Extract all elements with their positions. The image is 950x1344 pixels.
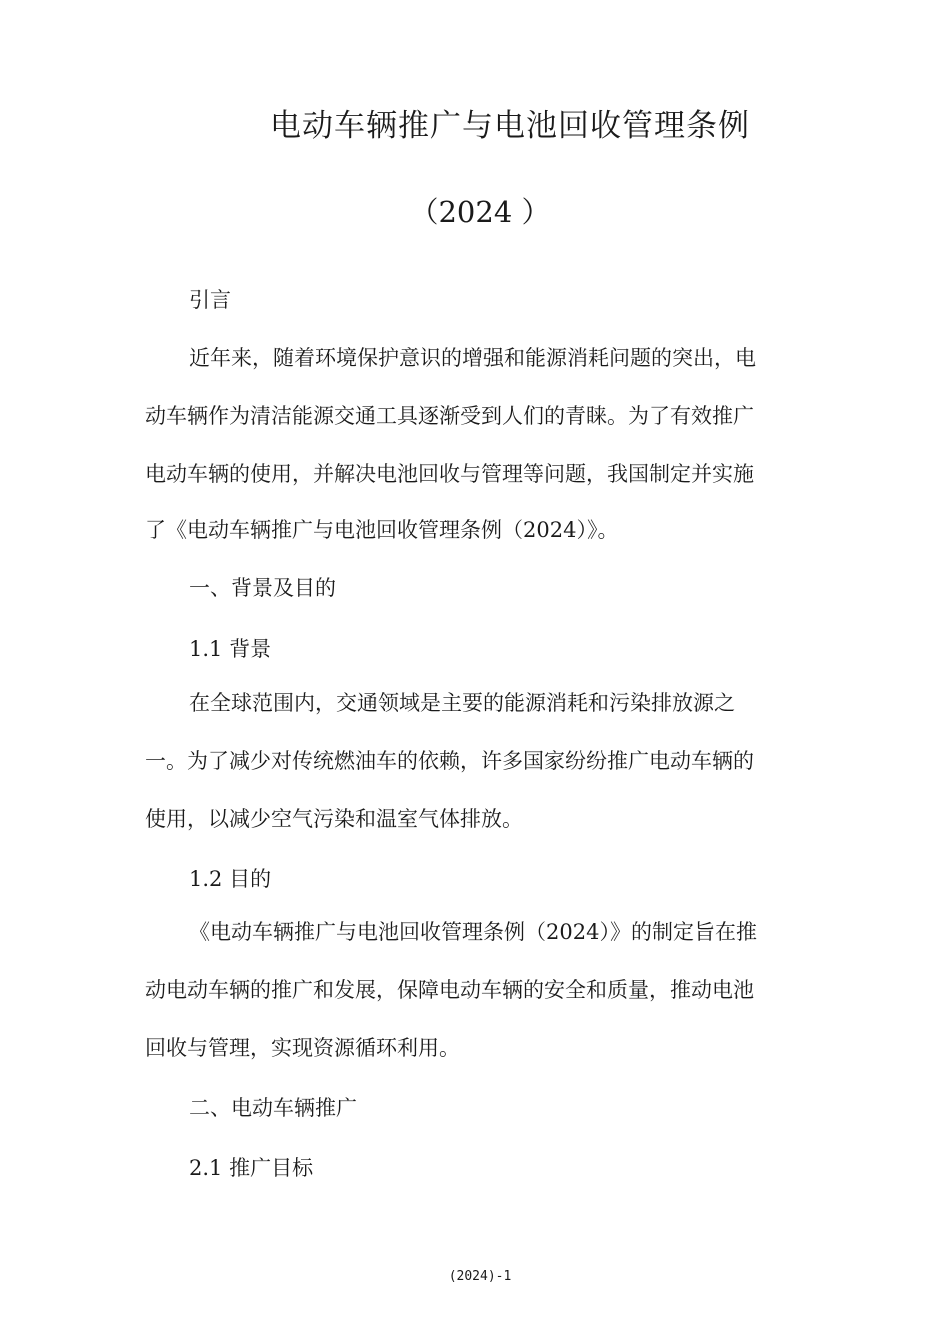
- subsection-heading: 2.1 推广目标: [189, 1156, 314, 1180]
- subsection-heading: 1.2 目的: [189, 867, 272, 891]
- section-heading: 一、背景及目的: [189, 576, 336, 600]
- subsection-heading: 1.1 背景: [189, 637, 272, 661]
- paragraph-line: 在全球范围内，交通领域是主要的能源消耗和污染排放源之: [189, 691, 735, 715]
- paragraph-line: 了《电动车辆推广与电池回收管理条例（2024）》。: [145, 518, 619, 542]
- paragraph-line: 《电动车辆推广与电池回收管理条例（2024）》的制定旨在推: [189, 920, 757, 944]
- section-heading-intro: 引言: [189, 288, 231, 312]
- paragraph-line: 一。为了减少对传统燃油车的依赖，许多国家纷纷推广电动车辆的: [145, 749, 754, 773]
- paragraph-line: 近年来，随着环境保护意识的增强和能源消耗问题的突出，电: [189, 346, 756, 370]
- paragraph-line: 电动车辆的使用，并解决电池回收与管理等问题，我国制定并实施: [145, 462, 754, 486]
- paragraph-line: 回收与管理，实现资源循环利用。: [145, 1036, 460, 1060]
- document-subtitle: （2024 ）: [409, 195, 551, 229]
- page-number: (2024)-1: [448, 1269, 512, 1284]
- section-heading: 二、电动车辆推广: [189, 1096, 357, 1120]
- paragraph-line: 动车辆作为清洁能源交通工具逐渐受到人们的青睐。为了有效推广: [145, 404, 754, 428]
- document-title: 电动车辆推广与电池回收管理条例: [270, 108, 750, 144]
- paragraph-line: 动电动车辆的推广和发展，保障电动车辆的安全和质量，推动电池: [145, 978, 754, 1002]
- paragraph-line: 使用，以减少空气污染和温室气体排放。: [145, 807, 523, 831]
